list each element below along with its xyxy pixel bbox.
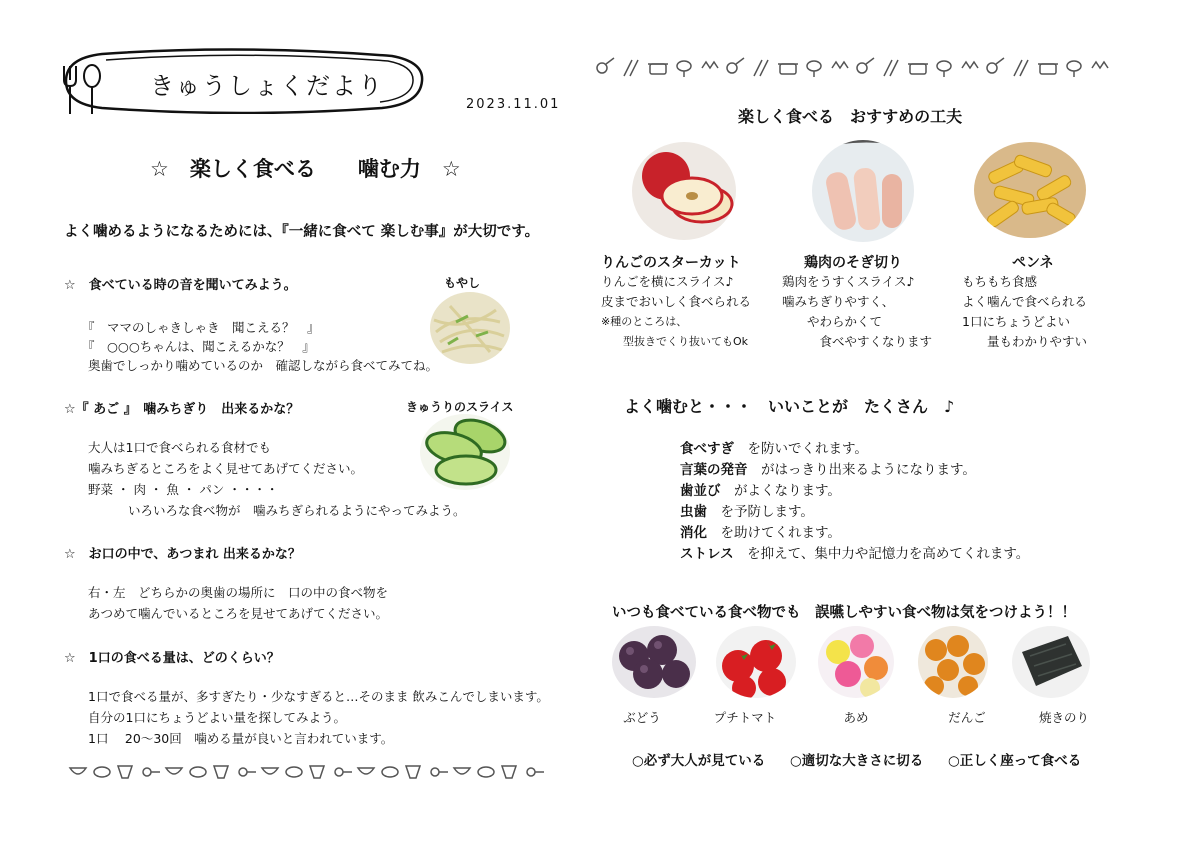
food-desc-line: やわらかくて (782, 314, 883, 329)
section-line: 自分の1口にちょうどよい量を探してみよう。 (88, 710, 346, 725)
benefit-item: 虫歯 を予防します。 (680, 504, 814, 520)
fork-spoon-icon (58, 62, 106, 118)
apple-photo (632, 142, 736, 240)
photo-label: きゅうりのスライス (406, 400, 514, 414)
food-desc-line: 噛みちぎりやすく、 (782, 294, 895, 309)
warning-heading: いつも食べている食べ物でも 誤嚥しやすい食べ物は気をつけよう！！ (612, 605, 1076, 621)
section-question: ☆ お口の中で、あつまれ 出来るかな？ (64, 547, 301, 562)
cherry-tomato-photo (716, 626, 796, 698)
food-name: 鶏肉のそぎ切り (804, 255, 902, 271)
food-name: りんごのスターカット (601, 255, 741, 271)
section-line: 右・左 どちらかの奥歯の場所に 口の中の食べ物を (88, 585, 389, 600)
food-desc-line: 1口にちょうどよい (962, 314, 1070, 329)
food-desc-line: 鶏肉をうすくスライス♪ (782, 274, 915, 289)
benefit-item: 言葉の発音 がはっきり出来るようになります。 (680, 462, 976, 478)
food-desc-line: ※種のところは、 (601, 315, 688, 328)
section-line: 1口 20～30回 噛める量が良いと言われています。 (88, 731, 394, 746)
food-desc-line: りんごを横にスライス♪ (601, 274, 734, 289)
section-line: 『 ○○○ちゃんは、聞こえるかな？ 』 (82, 339, 315, 354)
benefit-item: 消化 を助けてくれます。 (680, 525, 841, 541)
intro-text: よく噛めるようになるためには、『一緒に食べて 楽しむ事』が大切です。 (64, 224, 540, 240)
warning-food-label: 焼きのり (1038, 710, 1089, 725)
warning-food-label: だんご (948, 710, 986, 725)
section-question: ☆『 あご 』 噛みちぎり 出来るかな？ (64, 402, 300, 417)
section-question: ☆ 1口の食べる量は、どのくらい？ (64, 651, 280, 666)
section-line: 『 ママのしゃきしゃき 聞こえる？ 』 (82, 320, 320, 335)
safety-rule: ○正しく座って食べる (948, 753, 1082, 769)
section-line: 野菜 ・ 肉 ・ 魚 ・ パン ・・・・ (88, 482, 279, 497)
warning-food-label: プチトマト (713, 710, 777, 725)
section-line: 1口で食べる量が、多すぎたり・少なすぎると…そのまま 飲みこんでしまいます。 (88, 689, 549, 704)
food-name: ペンネ (1012, 255, 1054, 271)
page-title: きゅうしょくだより (150, 72, 384, 100)
food-desc-line: よく噛んで食べられる (962, 294, 1088, 309)
dango-photo (918, 626, 988, 698)
section-line: 奥歯でしっかり噛めているのか 確認しながら食べてみてね。 (88, 358, 439, 373)
warning-food-label: あめ (843, 710, 869, 725)
benefit-item: ストレス を抑えて、集中力や記憶力を高めてくれます。 (680, 546, 1030, 562)
penne-photo (974, 142, 1086, 238)
grape-photo (612, 626, 696, 698)
safety-rule: ○必ず大人が見ている (632, 753, 766, 769)
section-line: いろいろな食べ物が 噛みちぎられるようにやってみよう。 (128, 503, 466, 518)
warning-food-label: ぶどう (623, 710, 661, 725)
benefit-item: 食べすぎ を防いでくれます。 (680, 441, 868, 457)
food-desc-line: 量もわかりやすい (962, 334, 1088, 349)
section-line: 大人は1口で食べられる食材でも (88, 440, 271, 455)
kitchen-utensils-border-icon (592, 56, 1112, 78)
right-heading: 楽しく食べる おすすめの工夫 (738, 107, 963, 126)
food-desc-line: もちもち食感 (962, 274, 1038, 289)
section-line: あつめて噛んでいるところを見せてあげてください。 (88, 606, 389, 621)
safety-rule: ○適切な大きさに切る (790, 753, 924, 769)
cucumber-photo (420, 414, 510, 490)
issue-date: 2023.11.01 (466, 97, 561, 112)
food-desc-line: 型抜きでくり抜いてもOk (601, 335, 749, 348)
benefits-heading: よく噛むと・・・ いいことが たくさん ♪ (624, 397, 955, 416)
nori-photo (1012, 626, 1090, 698)
candy-photo (818, 626, 894, 698)
bean-sprouts-photo (430, 292, 510, 364)
food-desc-line: 食べやすくなります (782, 334, 933, 349)
left-heading: ☆ 楽しく食べる 噛む力 ☆ (150, 157, 461, 181)
food-desc-line: 皮までおいしく食べられる (601, 294, 752, 309)
section-question: ☆ 食べている時の音を聞いてみよう。 (64, 278, 297, 293)
photo-label: もやし (444, 276, 481, 290)
chicken-photo (812, 140, 914, 242)
tableware-border-icon (66, 760, 556, 782)
benefit-item: 歯並び がよくなります。 (680, 483, 841, 499)
section-line: 噛みちぎるところをよく見せてあげてください。 (88, 461, 364, 476)
